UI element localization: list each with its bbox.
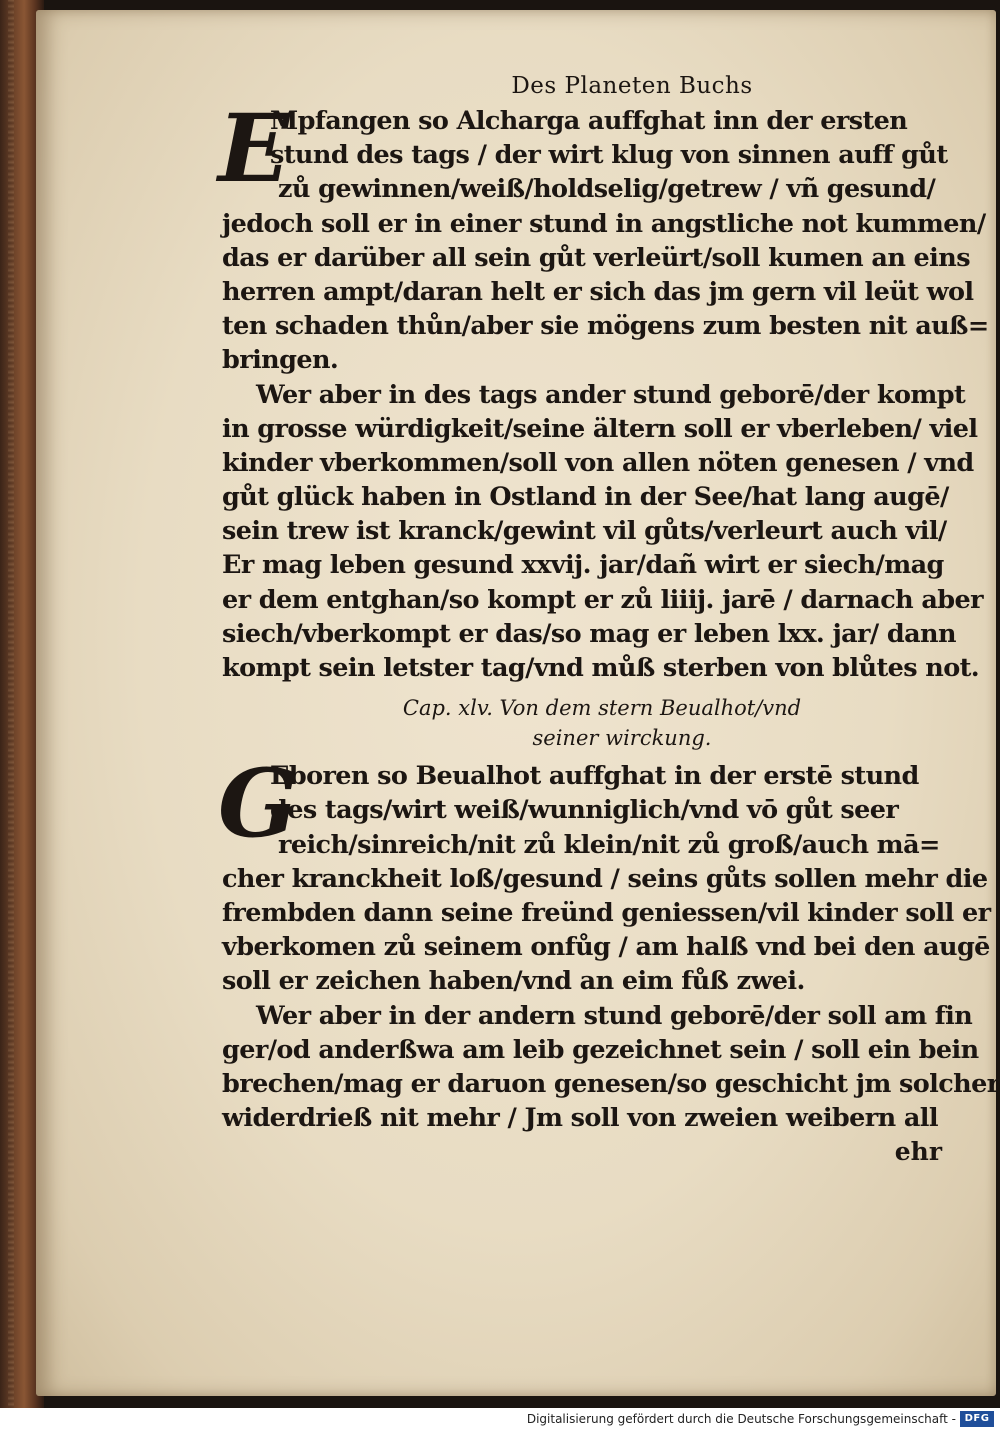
text-line: in grosse würdigkeit/seine ältern soll er vberleben/ viel xyxy=(222,413,978,444)
footer-bar xyxy=(0,1408,1000,1432)
text-line: Wer aber in des tags ander stund geborē/der kompt xyxy=(256,379,966,410)
running-head: Des Planeten Buchs xyxy=(511,73,753,99)
paragraph-4 xyxy=(222,999,1000,1136)
text-line: Er mag leben gesund xxvij. jar/dañ wirt er siech/mag xyxy=(222,550,944,581)
text-line: widerdrieß nit mehr / Jm soll von zweien weibern all xyxy=(222,1103,938,1134)
paragraph-2 xyxy=(222,378,982,686)
text-block xyxy=(218,68,1000,1169)
text-line: reich/sinreich/nit zů klein/nit zů groß/auch mā= xyxy=(278,829,940,860)
text-line: vberkomen zů seinem onfůg / am halß vnd bei den augē xyxy=(222,932,990,963)
text-line: ger/od anderßwa am leib gezeichnet sein / soll ein bein xyxy=(222,1034,979,1065)
text-line: er dem entghan/so kompt er zů liiij. jarē / darnach aber xyxy=(222,584,983,615)
text-line: gůt glück haben in Ostland in der See/hat lang augē/ xyxy=(222,482,949,513)
drop-cap-e: E xyxy=(218,94,290,204)
text-line: soll er zeichen haben/vnd an eim fůß zwei. xyxy=(222,966,805,997)
dfg-logo: DFG xyxy=(960,1411,994,1427)
text-line: das er darüber all sein gůt verleürt/soll kumen an eins xyxy=(222,242,970,273)
text-line: herren ampt/daran helt er sich das jm gern vil leüt wol xyxy=(222,276,974,307)
text-line: siech/vberkompt er das/so mag er leben lxx. jar/ dann xyxy=(222,618,956,649)
chapter-heading-line-2: seiner wirckung. xyxy=(532,726,712,751)
text-line: Wer aber in der andern stund geborē/der soll am fin xyxy=(256,1000,973,1031)
text-line: zů gewinnen/weiß/holdselig/getrew / vñ gesund/ xyxy=(278,174,936,205)
text-line: kinder vberkommen/soll von allen nöten genesen / vnd xyxy=(222,447,974,478)
text-line: stund des tags / der wirt klug von sinnen auff gůt xyxy=(270,140,948,171)
text-line: frembden dann seine freünd geniessen/vil kinder soll er xyxy=(222,897,991,928)
text-line: Eboren so Beualhot auffghat in der erstē stund xyxy=(270,761,919,792)
paper-page xyxy=(36,10,1000,1396)
text-line: bringen. xyxy=(222,345,339,376)
funding-credit: Digitalisierung gefördert durch die Deutsche Forschungsgemeinschaft - xyxy=(526,1412,956,1426)
text-line: des tags/wirt weiß/wunniglich/vnd vō gůt seer xyxy=(270,795,899,826)
text-line: Mpfangen so Alcharga auffghat inn der ersten xyxy=(270,106,908,136)
catchword: ehr xyxy=(894,1137,942,1167)
drop-cap-g: G xyxy=(218,749,299,860)
paragraph-3 xyxy=(218,749,991,998)
text-line: kompt sein letster tag/vnd můß sterben von blůtes not. xyxy=(222,653,980,683)
chapter-heading-line-1: Cap. xlv. Von dem stern Beualhot/vnd xyxy=(402,696,802,721)
chapter-heading xyxy=(222,693,982,753)
text-line: cher kranckheit loß/gesund / seins gůts sollen mehr die xyxy=(222,863,988,894)
text-line: jedoch soll er in einer stund in angstliche not kummen/ xyxy=(222,208,986,239)
text-line: sein trew ist kranck/gewint vil gůts/verleurt auch vil/ xyxy=(222,516,947,547)
text-line: brechen/mag er daruon genesen/so geschicht jm solcher xyxy=(222,1068,1000,1099)
paragraph-1 xyxy=(218,94,989,378)
text-line: ten schaden thůn/aber sie mögens zum besten nit auß= xyxy=(222,311,989,342)
